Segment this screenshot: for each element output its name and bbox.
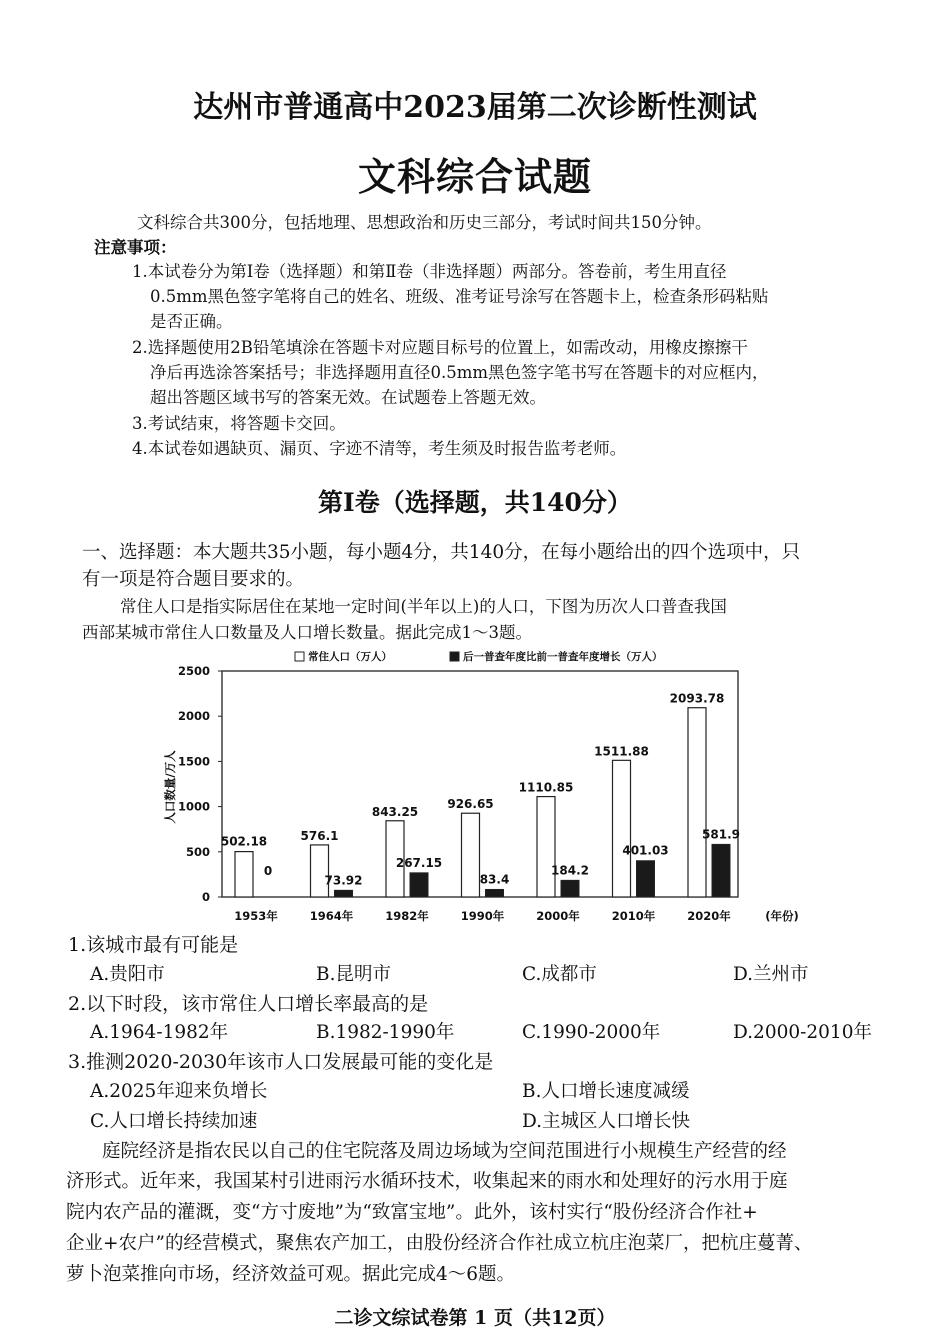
question-3-option-d: D.主城区人口增长快 (522, 1111, 691, 1132)
bar-label-growth: 83.4 (479, 872, 510, 887)
passage2-line-5: 萝卜泡菜推向市场，经济效益可观。据此完成4～6题。 (66, 1264, 516, 1285)
bar-resident (613, 760, 631, 897)
question-2-option-d: D.2000-2010年 (733, 1022, 872, 1043)
bar-label-growth: 581.9 (702, 827, 740, 842)
bar-resident (311, 845, 329, 897)
bar-label-resident: 2093.78 (669, 691, 725, 706)
bar-label-resident: 576.1 (300, 828, 339, 843)
y-tick-label: 1000 (177, 799, 210, 814)
passage2-line-2: 济形式。近年来，我国某村引进雨污水循环技术，收集起来的雨水和处理好的污水用于庭 (66, 1171, 788, 1192)
x-tick-label: 2010年 (611, 909, 656, 923)
exam-title: 达州市普通高中2023届第二次诊断性测试 (193, 90, 757, 125)
question-1-option-b: B.昆明市 (316, 964, 391, 985)
legend-label-growth: 后一普查年度比前一普查年度增长（万人） (463, 651, 663, 663)
bar-label-resident: 926.65 (447, 797, 494, 812)
passage1-line-2: 西部某城市常住人口数量及人口增长数量。据此完成1～3题。 (82, 623, 532, 642)
note-4: 4.本试卷如遇缺页、漏页、字迹不清等，考生须及时报告监考老师。 (132, 439, 627, 458)
population-chart (150, 645, 810, 925)
bar-growth (486, 889, 504, 897)
question-2-option-a: A.1964-1982年 (90, 1022, 229, 1043)
bar-label-resident: 1511.88 (594, 744, 649, 759)
page-footer: 二诊文综试卷第 1 页（共12页） (334, 1307, 616, 1329)
instructions-line-2: 有一项是符合题目要求的。 (82, 569, 305, 590)
x-tick-label: 1982年 (385, 909, 429, 923)
passage2-line-4: 企业+农户”的经营模式，聚焦农产加工，由股份经济合作社成立杭庄泡菜厂，把杭庄蔓菁、 (66, 1233, 813, 1254)
x-tick-label: 1953年 (234, 909, 278, 923)
bar-resident (235, 852, 253, 897)
question-1-stem: 1.该城市最有可能是 (68, 934, 239, 956)
x-axis-label: (年份) (765, 909, 799, 923)
x-tick-label: 1964年 (309, 909, 354, 923)
bar-label-resident: 843.25 (371, 804, 419, 819)
y-tick-label: 500 (185, 844, 210, 859)
bar-resident (688, 708, 706, 897)
notice-title: 注意事项： (94, 238, 177, 257)
exam-summary: 文科综合共300分，包括地理、思想政治和历史三部分，考试时间共150分钟。 (137, 213, 712, 232)
question-2-option-b: B.1982-1990年 (316, 1022, 455, 1043)
legend-label-resident: 常住人口（万人） (308, 651, 392, 663)
y-tick-label: 1500 (177, 754, 210, 769)
question-1-option-c: C.成都市 (522, 964, 597, 985)
question-2-stem: 2.以下时段，该市常住人口增长率最高的是 (68, 993, 429, 1015)
bar-resident (462, 813, 480, 897)
question-3-stem: 3.推测2020-2030年该市人口发展最可能的变化是 (68, 1051, 494, 1073)
question-1-option-a: A.贵阳市 (90, 964, 165, 985)
bar-resident (537, 797, 555, 897)
passage2-line-1: 庭院经济是指农民以自己的住宅院落及周边场域为空间范围进行小规模生产经营的经 (102, 1141, 787, 1162)
bar-growth (637, 861, 655, 897)
bar-label-growth: 0 (263, 864, 273, 878)
question-3-option-b: B.人口增长速度减缓 (522, 1081, 690, 1102)
legend-swatch-resident (295, 652, 304, 661)
question-1-option-d: D.兰州市 (733, 964, 809, 985)
passage1-line-1: 常住人口是指实际居住在某地一定时间(半年以上)的人口，下图为历次人口普查我国 (120, 597, 727, 616)
bar-label-resident: 1110.85 (518, 780, 574, 795)
x-tick-label: 2020年 (687, 909, 731, 923)
bar-growth (335, 890, 353, 897)
note-2-line-2: 净后再选涂答案括号；非选择题用直径0.5mm黑色签字笔书写在答题卡的对应框内， (150, 363, 769, 382)
legend-swatch-growth (450, 652, 459, 661)
note-2-line-1: 2.选择题使用2B铅笔填涂在答题卡对应题目标号的位置上，如需改动，用橡皮擦擦干 (132, 338, 748, 357)
x-tick-label: 2000年 (536, 909, 580, 923)
instructions-line-1: 一、选择题：本大题共35小题，每小题4分，共140分，在每小题给出的四个选项中，只 (82, 542, 801, 563)
bar-label-growth: 73.92 (324, 873, 363, 888)
exam-subtitle: 文科综合试题 (357, 154, 592, 199)
bar-growth (712, 844, 730, 897)
note-3: 3.考试结束，将答题卡交回。 (132, 414, 346, 433)
y-tick-label: 2000 (177, 709, 210, 724)
x-tick-label: 1990年 (460, 909, 505, 923)
note-1-line-3: 是否正确。 (150, 312, 233, 331)
passage2-line-3: 院内农产品的灌溉，变“方寸废地”为“致富宝地”。此外，该村实行“股份经济合作社+ (66, 1202, 758, 1223)
bar-label-growth: 267.15 (395, 855, 443, 870)
bar-growth (561, 880, 579, 897)
question-3-option-a: A.2025年迎来负增长 (90, 1081, 268, 1102)
note-2-line-3: 超出答题区域书写的答案无效。在试题卷上答题无效。 (150, 388, 546, 407)
y-axis-label: 人口数量/万人 (163, 750, 177, 824)
y-tick-label: 2500 (177, 664, 210, 678)
note-1-line-2: 0.5mm黑色签字笔将自己的姓名、班级、准考证号涂写在答题卡上，检查条形码粘贴 (150, 287, 769, 306)
note-1-line-1: 1.本试卷分为第Ⅰ卷（选择题）和第Ⅱ卷（非选择题）两部分。答卷前，考生用直径 (132, 262, 727, 281)
chart-legend (295, 650, 663, 663)
question-2-option-c: C.1990-2000年 (522, 1022, 661, 1043)
question-3-option-c: C.人口增长持续加速 (90, 1111, 258, 1132)
bar-growth (410, 873, 428, 897)
bar-label-growth: 184.2 (551, 863, 589, 878)
bar-label-growth: 401.03 (622, 843, 669, 858)
section-title: 第Ⅰ卷（选择题，共140分） (318, 488, 632, 517)
y-tick-label: 0 (201, 890, 210, 904)
bar-label-resident: 502.18 (220, 834, 268, 849)
